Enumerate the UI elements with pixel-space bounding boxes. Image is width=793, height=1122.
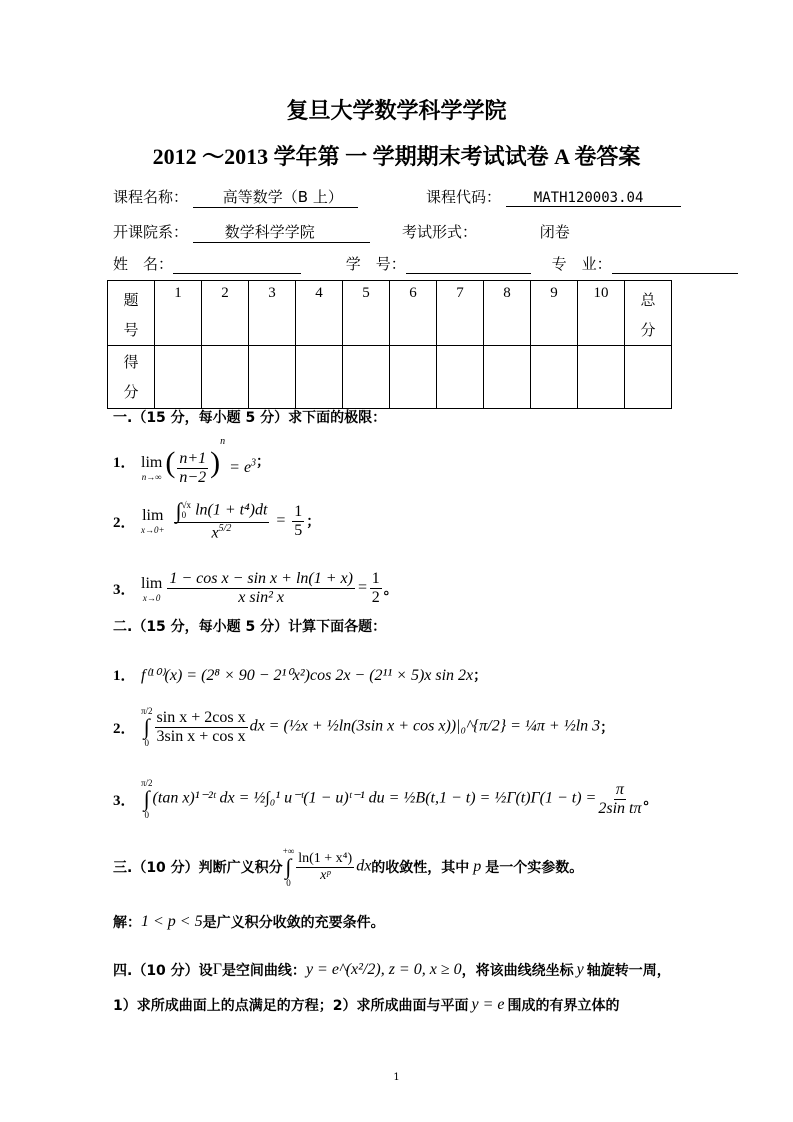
denominator: 3sin x + cos x (156, 727, 246, 745)
result: dx = (½x + ½ln(3sin x + cos x))|₀^{π/2} = ¼π + ½ln 3 (249, 717, 601, 735)
score-cell[interactable] (296, 346, 343, 409)
lower-limit: 0 (144, 810, 150, 820)
question-text: 围成的有界立体的 (507, 998, 620, 1014)
heading-text: 的收敛性，其中 (371, 860, 470, 876)
lower-limit: 0 (144, 738, 150, 748)
lim-sub: x→0+ (141, 525, 165, 536)
exam-form-value: 闭卷 (539, 223, 570, 241)
upper-limit: √x (181, 500, 192, 510)
major-label: 专 业： (551, 255, 612, 273)
formula: lim x→0 $\frac{\text{1 − cos x − sin x + ln(1 + x)}}{\text{x sin² x}}$ = $\frac{1}{2}$ (141, 570, 380, 606)
col-3: 3 (249, 281, 296, 346)
lower-limit: 0 (181, 510, 187, 520)
heading-text: 四.（10 分）设 (113, 963, 213, 979)
score-row (108, 346, 672, 409)
heading-text: ，将该曲线绕坐标 (461, 963, 574, 979)
student-info-row (113, 253, 738, 274)
numerator: 1 − cos x − sin x + ln(1 + x) (169, 570, 353, 587)
punct: 。 (643, 792, 658, 808)
col-4: 4 (296, 281, 343, 346)
s2-question-2 (113, 706, 614, 748)
header-char: 分 (123, 383, 139, 401)
name-field[interactable] (173, 257, 301, 274)
punct: ； (473, 667, 488, 684)
numerator: π (615, 780, 624, 798)
denominator: 5 (294, 521, 303, 539)
exponent: n (220, 436, 226, 447)
formula: π/2 ∫ 0 (tan x)¹⁻²ᵗ dx = ½∫₀¹ u⁻ᵗ(1 − u)ᵗ⁻¹ du = ½B(t,1 − t) = ½Γ(t)Γ(1 − t) = $\frac{\pi}{\text{2sin tπ}}$ (141, 778, 642, 820)
section-4-line-2 (113, 995, 619, 1015)
dept-label: 开课院系： (113, 223, 189, 241)
numerator: sin x + 2cos x (156, 708, 246, 726)
s1-question-1 (113, 436, 270, 487)
score-cell[interactable] (155, 346, 202, 409)
exam-form-row (402, 221, 570, 242)
heading-text: 是一个实参数。 (485, 860, 584, 876)
exam-form-label: 考试形式： (402, 223, 478, 241)
col-7: 7 (437, 281, 484, 346)
formula: lim n→∞ ( $\frac{n+1}{n-2}$ )$^n = e^3$ (141, 436, 257, 486)
numerator: 1 (371, 570, 380, 587)
rhs: = e (229, 459, 252, 476)
heading-text: 轴旋转一周， (586, 963, 671, 979)
lim-sub: n→∞ (141, 472, 162, 483)
dx: dx (356, 857, 372, 875)
page-title: 复旦大学数学科学学院 (286, 99, 507, 124)
denominator: xᵖ (320, 867, 331, 883)
col-6: 6 (390, 281, 437, 346)
col-10: 10 (578, 281, 625, 346)
question-header (108, 281, 155, 346)
col-8: 8 (484, 281, 531, 346)
lower-limit: 0 (286, 878, 291, 888)
formula: +∞ ∫ 0 $\frac{\text{ln(1 + x⁴)}}{\text{xᵖ}}$ dx (282, 846, 372, 888)
col-2: 2 (202, 281, 249, 346)
id-label: 学 号： (345, 255, 406, 273)
course-name-row (113, 186, 358, 208)
score-cell[interactable] (531, 346, 578, 409)
section-1-heading: 一.（15 分，每小题 5 分）求下面的极限： (113, 410, 387, 426)
score-cell[interactable] (578, 346, 625, 409)
numerator: n+1 (179, 449, 207, 467)
lim-sub: x→0 (142, 592, 161, 603)
lim: lim (142, 507, 164, 525)
score-cell[interactable] (249, 346, 296, 409)
name-label: 姓 名： (113, 255, 174, 273)
formula: π/2 ∫ 0 $\frac{\text{sin x + 2cos x}}{\text{3sin x + cos x}}$ dx = (½x + ½ln(3sin x + cos x))|₀^{π/2} = ¼π + ½ln 3 (141, 706, 601, 748)
answer-label: 解： (113, 915, 141, 931)
punct: 。 (383, 581, 398, 598)
score-cell[interactable] (390, 346, 437, 409)
heading-text: 三.（10 分）判断广义积分 (113, 860, 283, 876)
numerator: ln(1 + x⁴) (298, 850, 353, 866)
answer-formula: 1 < p < 5 (141, 913, 203, 930)
score-cell[interactable] (343, 346, 390, 409)
col-9: 9 (531, 281, 578, 346)
denominator: x (211, 524, 219, 542)
course-name-value: 高等数学（B 上） (193, 186, 358, 208)
course-code-label: 课程代码： (426, 188, 502, 206)
exponent: 3 (251, 457, 257, 469)
question-number-row (108, 281, 672, 346)
id-field[interactable] (406, 257, 531, 274)
plane-formula: y = e (471, 996, 505, 1013)
upper-limit: π/2 (141, 778, 153, 788)
question-number: 2． (113, 514, 136, 531)
score-cell[interactable] (202, 346, 249, 409)
denominator: n−2 (179, 468, 207, 486)
lim: lim (141, 454, 163, 472)
numerator: 1 (294, 502, 303, 520)
question-number: 3． (113, 582, 136, 598)
punct: ； (306, 514, 321, 531)
course-code-row (426, 186, 681, 207)
exponent: 5/2 (218, 523, 232, 534)
total-header (625, 281, 672, 346)
lim: lim (141, 574, 163, 592)
result: (tan x)¹⁻²ᵗ dx = ½∫₀¹ u⁻ᵗ(1 − u)ᵗ⁻¹ du = ½B(t,1 − t) = ½Γ(t)Γ(1 − t) = (152, 789, 597, 807)
score-table (107, 280, 672, 409)
course-name-label: 课程名称： (113, 188, 189, 206)
upper-limit: π/2 (141, 706, 153, 716)
s1-question-2 (113, 500, 320, 542)
page-number: 1 (393, 1072, 400, 1083)
answer-text: 是广义积分收敛的充要条件。 (202, 915, 385, 931)
header-char: 得 (123, 353, 139, 371)
question-number: 2． (113, 720, 136, 737)
param-p: p (473, 858, 482, 875)
question-number: 1． (113, 454, 136, 471)
punct: ； (256, 454, 271, 471)
col-1: 1 (155, 281, 202, 346)
s2-question-1 (113, 664, 487, 685)
section-3-answer (113, 912, 385, 932)
s1-question-3 (113, 570, 398, 607)
section-4-heading (113, 960, 671, 980)
heading-text: 是空间曲线： (221, 963, 306, 979)
question-number: 1． (113, 668, 136, 684)
dept-value: 数学科学学院 (193, 221, 370, 243)
formula: f⁽¹⁰⁾(x) = (2⁸ × 90 − 2¹⁰x²)cos 2x − (2¹¹ × 5)x sin 2x (141, 666, 474, 684)
exam-subtitle: 2012 ～2013 学年第 一 学期期末考试试卷 A 卷答案 (152, 144, 641, 169)
score-header (108, 346, 155, 409)
question-text: 1）求所成曲面上的点满足的方程；2）求所成曲面与平面 (113, 998, 469, 1014)
col-5: 5 (343, 281, 390, 346)
header-char: 题 (123, 291, 139, 309)
denominator: 2sin tπ (598, 799, 642, 817)
formula: lim x→0+ ∫ √x 0 ln(1 + t⁴)dt $x^{5/2}$ = $\frac{1}{5}$ (141, 498, 303, 542)
section-3-heading (113, 846, 583, 888)
s2-question-3 (113, 778, 657, 820)
section-2-heading: 二.（15 分，每小题 5 分）计算下面各题： (113, 619, 387, 635)
score-cell[interactable] (484, 346, 531, 409)
upper-limit: +∞ (282, 846, 295, 856)
curve-formula: y = e^(x²/2), z = 0, x ≥ 0 (305, 961, 462, 978)
course-code-value: MATH120003.04 (506, 190, 681, 207)
header-char: 总 (640, 291, 656, 309)
dept-row (113, 221, 370, 243)
score-cell[interactable] (625, 346, 672, 409)
header-char: 号 (123, 321, 139, 339)
header-char: 分 (640, 321, 656, 339)
numerator: ln(1 + t⁴)dt (195, 501, 268, 519)
major-field[interactable] (612, 257, 738, 274)
punct: ； (600, 720, 615, 736)
denominator: 2 (371, 589, 380, 606)
score-cell[interactable] (437, 346, 484, 409)
gamma-symbol: Γ (212, 961, 222, 978)
denominator: x sin² x (238, 589, 284, 606)
question-number: 3． (113, 792, 136, 809)
axis-y: y (576, 961, 584, 978)
